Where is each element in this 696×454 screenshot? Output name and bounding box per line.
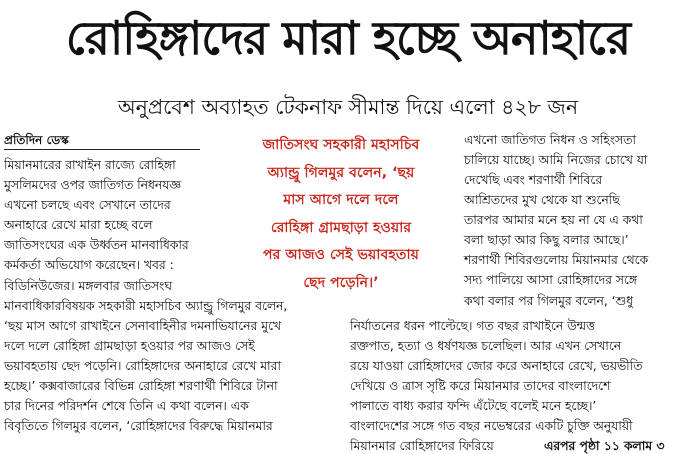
body-line: নির্যাতনের ধরন পাল্টেছে। গত বছর রাখাইনে উন্মত্ত: [350, 319, 595, 333]
pull-quote-line: রোহিঙ্গা গ্রামছাড়া হওয়ার: [270, 219, 412, 236]
pull-quote: [222, 132, 460, 306]
col3-line: এখনো জাতিগত নিধন ও সহিংসতা: [464, 133, 636, 147]
body-line: ভয়াবহতায় ছেদ পড়েনি। রোহিঙ্গাদের অনাহারে রেখে মারা: [4, 359, 281, 373]
pull-quote-line: মাস আগে দলে দলে: [283, 192, 399, 208]
col1-line: অনাহারে রেখে মারা হচ্ছে বলে: [4, 218, 153, 232]
headline: রোহিঙ্গাদের মারা হচ্ছে অনাহারে: [65, 11, 631, 65]
col1-line: জাতিসংঘের এক উর্ধ্বতন মানবাধিকার: [4, 238, 189, 252]
body-line: হচ্ছে।’ কক্সবাজারের বিভিন্ন রোহিঙ্গা শরণার্থী শিবিরে টানা: [4, 379, 278, 393]
body-line: দলে দলে রোহিঙ্গা গ্রামছাড়া হওয়ার পর আজও সেই: [4, 339, 255, 353]
body-line: রয়ে যাওয়া রোহিঙ্গাদের জোর করে অনাহারে রেখে, ভয়ভীতি: [350, 359, 643, 373]
byline: প্রতিদিন ডেস্ক: [4, 133, 69, 147]
body-line: মিয়ানমার রোহিঙ্গাদের ফিরিয়ে: [350, 439, 494, 453]
byline-rule: [4, 149, 200, 150]
pull-quote-line: ছেদ পড়েনি।’: [303, 274, 379, 291]
col1-line: মিয়ানমারের রাখাইন রাজ্যে রোহিঙ্গা: [4, 158, 176, 172]
pull-quote-line: জাতিসংঘ সহকারী মহাসচিব: [262, 137, 420, 153]
body-line: ‘ছয় মাস আগে রাখাইনে সেনাবাহিনীর দমনাভিযানের মুখে: [4, 319, 282, 333]
col3-line: আশ্রিতদের মুখ থেকে যা শুনেছি: [464, 193, 620, 207]
continuation-jump: এরপর পৃষ্ঠা ১১ কলাম ৩: [544, 439, 665, 453]
col1-line: বিডিনিউজের। মঙ্গলবার জাতিসংঘ: [4, 279, 172, 293]
col3-line: সদ্য পালিয়ে আসা রোহিঙ্গাদের সঙ্গে: [464, 273, 638, 287]
body-line: পালাতে বাধ্য করার ফন্দি এঁটেছে বলেই মনে হচ্ছে।’: [350, 399, 597, 413]
col3-line: চালিয়ে যাচ্ছে। আমি নিজের চোখে যা: [464, 153, 648, 167]
body-line: মানবাধিকারবিষয়ক সহকারী মহাসচিব অ্যান্ড্রু গিলমুর বলেন,: [4, 299, 288, 313]
body-line: দেখিয়ে ও ত্রাস সৃষ্টি করে মিয়ানমার তাদের বাংলাদেশে: [350, 379, 611, 393]
col3-line: তারপর আমার মনে হয় না যে এ কথা: [464, 213, 643, 227]
subheadline: অনুপ্রবেশ অব্যাহত টেকনাফ সীমান্ত দিয়ে এলো ৪২৮ জন: [117, 95, 579, 119]
col3-line: দেখেছি এবং শরণার্থী শিবিরে: [464, 173, 603, 187]
col3-line: শরণার্থী শিবিরগুলোয় মিয়ানমার থেকে: [464, 253, 649, 267]
col3-line: বলা ছাড়া আর কিছু বলার আছে।’: [464, 233, 629, 247]
body-line: বাংলাদেশের সঙ্গে গত বছর নভেম্বরের একটি চুক্তি অনুযায়ী: [350, 419, 633, 433]
col1-line: কর্মকর্তা অভিযোগ করেছেন। খবর :: [4, 258, 174, 272]
body-line: বিবৃতিতে গিলমুর বলেন, ‘রোহিঙ্গাদের বিরুদ্ধে মিয়ানমার: [4, 419, 273, 433]
col3-line: কথা বলার পর গিলমুর বলেন, ‘শুধু: [464, 294, 634, 308]
col1-line: মুসলিমদের ওপর জাতিগত নিধনযজ্ঞ: [4, 178, 182, 192]
col1-line: এখনো চলছে এবং সেখানে তাদের: [4, 198, 171, 212]
body-line: রক্তপাত, হত্যা ও ধর্ষণযজ্ঞ চলেছিল। আর এখন সেখানে: [350, 339, 622, 353]
body-line: চার দিনের পরিদর্শন শেষে তিনি এ কথা বলেন। এক: [4, 399, 249, 413]
pull-quote-line: পর আজও সেই ভয়াবহতায়: [263, 247, 419, 263]
pull-quote-line: অ্যান্ড্রু গিলমুর বলেন, ‘ছয়: [267, 164, 415, 181]
